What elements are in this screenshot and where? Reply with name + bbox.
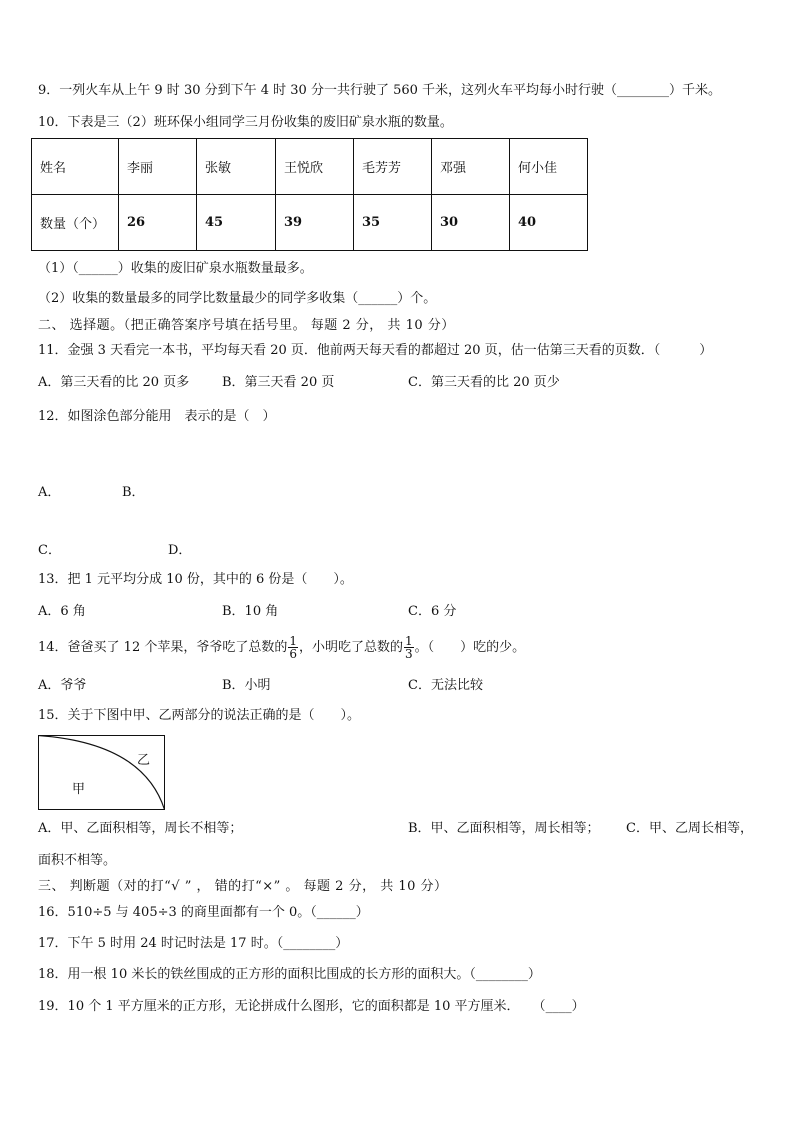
- question-10-1: [38, 260, 313, 278]
- question-9-tail: ）千米。: [669, 83, 722, 98]
- option-c[interactable]: C．6 分: [408, 604, 457, 619]
- table-cell: 26: [119, 195, 197, 251]
- question-16-post: ）: [355, 905, 369, 920]
- fraction-denominator: 3: [405, 647, 413, 661]
- question-14-pre: 14．爸爸买了 12 个苹果，爷爷吃了总数的: [38, 640, 288, 655]
- question-14-post: 。（ ）吃的少。: [414, 640, 526, 655]
- table-row: [32, 139, 588, 195]
- option-a[interactable]: A．爷爷: [38, 678, 87, 693]
- section-2-heading: 二、 选择题。（把正确答案序号填在括号里。 每题 2 分， 共 10 分）: [38, 318, 455, 333]
- option-b[interactable]: B．甲、乙面积相等，周长相等；: [408, 821, 600, 836]
- option-a[interactable]: A．6 角: [38, 604, 86, 619]
- option-b[interactable]: B．小明: [222, 678, 271, 693]
- option-b[interactable]: B．: [122, 485, 145, 500]
- question-11-text: 11．金强 3 天看完一本书，平均每天看 20 页．他前两天每天看的都超过 20 页，估一估第三天看的页数．（ ）: [38, 343, 713, 358]
- table-cell: 张敏: [197, 139, 276, 195]
- question-10-text: 10．下表是三（2）班环保小组同学三月份收集的废旧矿泉水瓶的数量。: [38, 115, 453, 130]
- section-3-heading: 三、 判断题（对的打“√ ” ， 错的打“×” 。 每题 2 分， 共 10 分）: [38, 879, 448, 894]
- label-yi: 乙: [137, 753, 151, 768]
- table-cell: 王悦欣: [276, 139, 354, 195]
- question-18-pre: 18．用一根 10 米长的铁丝围成的正方形的面积比围成的长方形的面积大。（: [38, 967, 476, 982]
- option-d[interactable]: D．: [168, 543, 192, 558]
- question-19-post: ）: [571, 999, 585, 1014]
- table-cell: 李丽: [119, 139, 197, 195]
- question-16: [38, 904, 369, 922]
- question-9: [38, 82, 721, 100]
- question-17-post: ）: [335, 936, 349, 951]
- option-a[interactable]: A．第三天看的比 20 页多: [38, 375, 190, 390]
- figure-svg: [38, 735, 166, 811]
- quarter-circle-figure: [38, 735, 166, 811]
- option-b[interactable]: B．第三天看 20 页: [222, 375, 335, 390]
- table-row: [32, 195, 588, 251]
- bottle-count-table: [31, 138, 588, 251]
- answer-blank[interactable]: ______: [358, 291, 398, 306]
- answer-blank[interactable]: ____: [545, 999, 572, 1014]
- table-cell: 39: [276, 195, 354, 251]
- table-cell: 邓强: [432, 139, 510, 195]
- table-cell: 45: [197, 195, 276, 251]
- question-18: [38, 966, 541, 984]
- fraction-numerator: 1: [405, 634, 413, 648]
- answer-blank[interactable]: ______: [316, 905, 356, 920]
- fraction-one-third: [404, 635, 414, 660]
- answer-blank[interactable]: ________: [475, 967, 528, 982]
- table-cell: 30: [432, 195, 510, 251]
- answer-blank[interactable]: ______: [78, 261, 118, 276]
- option-b[interactable]: B．10 角: [222, 604, 279, 619]
- figure-rectangle: [39, 736, 165, 810]
- question-13-text: 13．把 1 元平均分成 10 份，其中的 6 份是（ ）。: [38, 572, 353, 587]
- option-c[interactable]: C．: [38, 543, 61, 558]
- question-14: [38, 630, 525, 666]
- option-a[interactable]: A．: [38, 485, 61, 500]
- question-18-post: ）: [527, 967, 541, 982]
- table-cell: 35: [354, 195, 432, 251]
- option-c-continued: 面积不相等。: [38, 853, 117, 868]
- question-19-pre: 19．10 个 1 平方厘米的正方形，无论拼成什么图形，它的面积都是 10 平方厘米． （: [38, 999, 546, 1014]
- question-10-2: [38, 290, 436, 308]
- question-9-text: 9．一列火车从上午 9 时 30 分到下午 4 时 30 分一共行驶了 560 千米，这列火车平均每小时行驶（: [38, 83, 618, 98]
- table-cell: 40: [510, 195, 588, 251]
- fraction-denominator: 6: [289, 647, 297, 661]
- question-14-mid: ，小明吃了总数的: [299, 640, 404, 655]
- question-10-2-pre: （2）收集的数量最多的同学比数量最少的同学多收集（: [38, 291, 359, 306]
- option-a[interactable]: A．甲、乙面积相等，周长不相等；: [38, 821, 243, 836]
- label-jia: 甲: [72, 782, 86, 797]
- question-16-pre: 16．510÷5 与 405÷3 的商里面都有一个 0。（: [38, 905, 317, 920]
- question-17: [38, 935, 348, 953]
- table-cell: 何小佳: [510, 139, 588, 195]
- question-12-text: 12．如图涂色部分能用 表示的是（ ）: [38, 409, 276, 424]
- fraction-numerator: 1: [289, 634, 297, 648]
- question-10-2-post: ）个。: [397, 291, 437, 306]
- option-c[interactable]: C．无法比较: [408, 678, 483, 693]
- option-c[interactable]: C．甲、乙周长相等，: [626, 821, 753, 836]
- question-15-text: 15．关于下图中甲、乙两部分的说法正确的是（ ）。: [38, 708, 361, 723]
- question-10-1-post: ）收集的废旧矿泉水瓶数量最多。: [117, 261, 313, 276]
- fraction-one-sixth: [288, 635, 298, 660]
- answer-blank[interactable]: ________: [283, 936, 336, 951]
- table-cell: 数量（个）: [32, 195, 119, 251]
- table-cell: 毛芳芳: [354, 139, 432, 195]
- question-10-1-pre: （1）（: [38, 261, 79, 276]
- option-c[interactable]: C．第三天看的比 20 页少: [408, 375, 560, 390]
- question-19: [38, 998, 585, 1016]
- table-cell: 姓名: [32, 139, 119, 195]
- answer-blank[interactable]: ________: [617, 83, 670, 98]
- question-17-pre: 17．下午 5 时用 24 时记时法是 17 时。（: [38, 936, 284, 951]
